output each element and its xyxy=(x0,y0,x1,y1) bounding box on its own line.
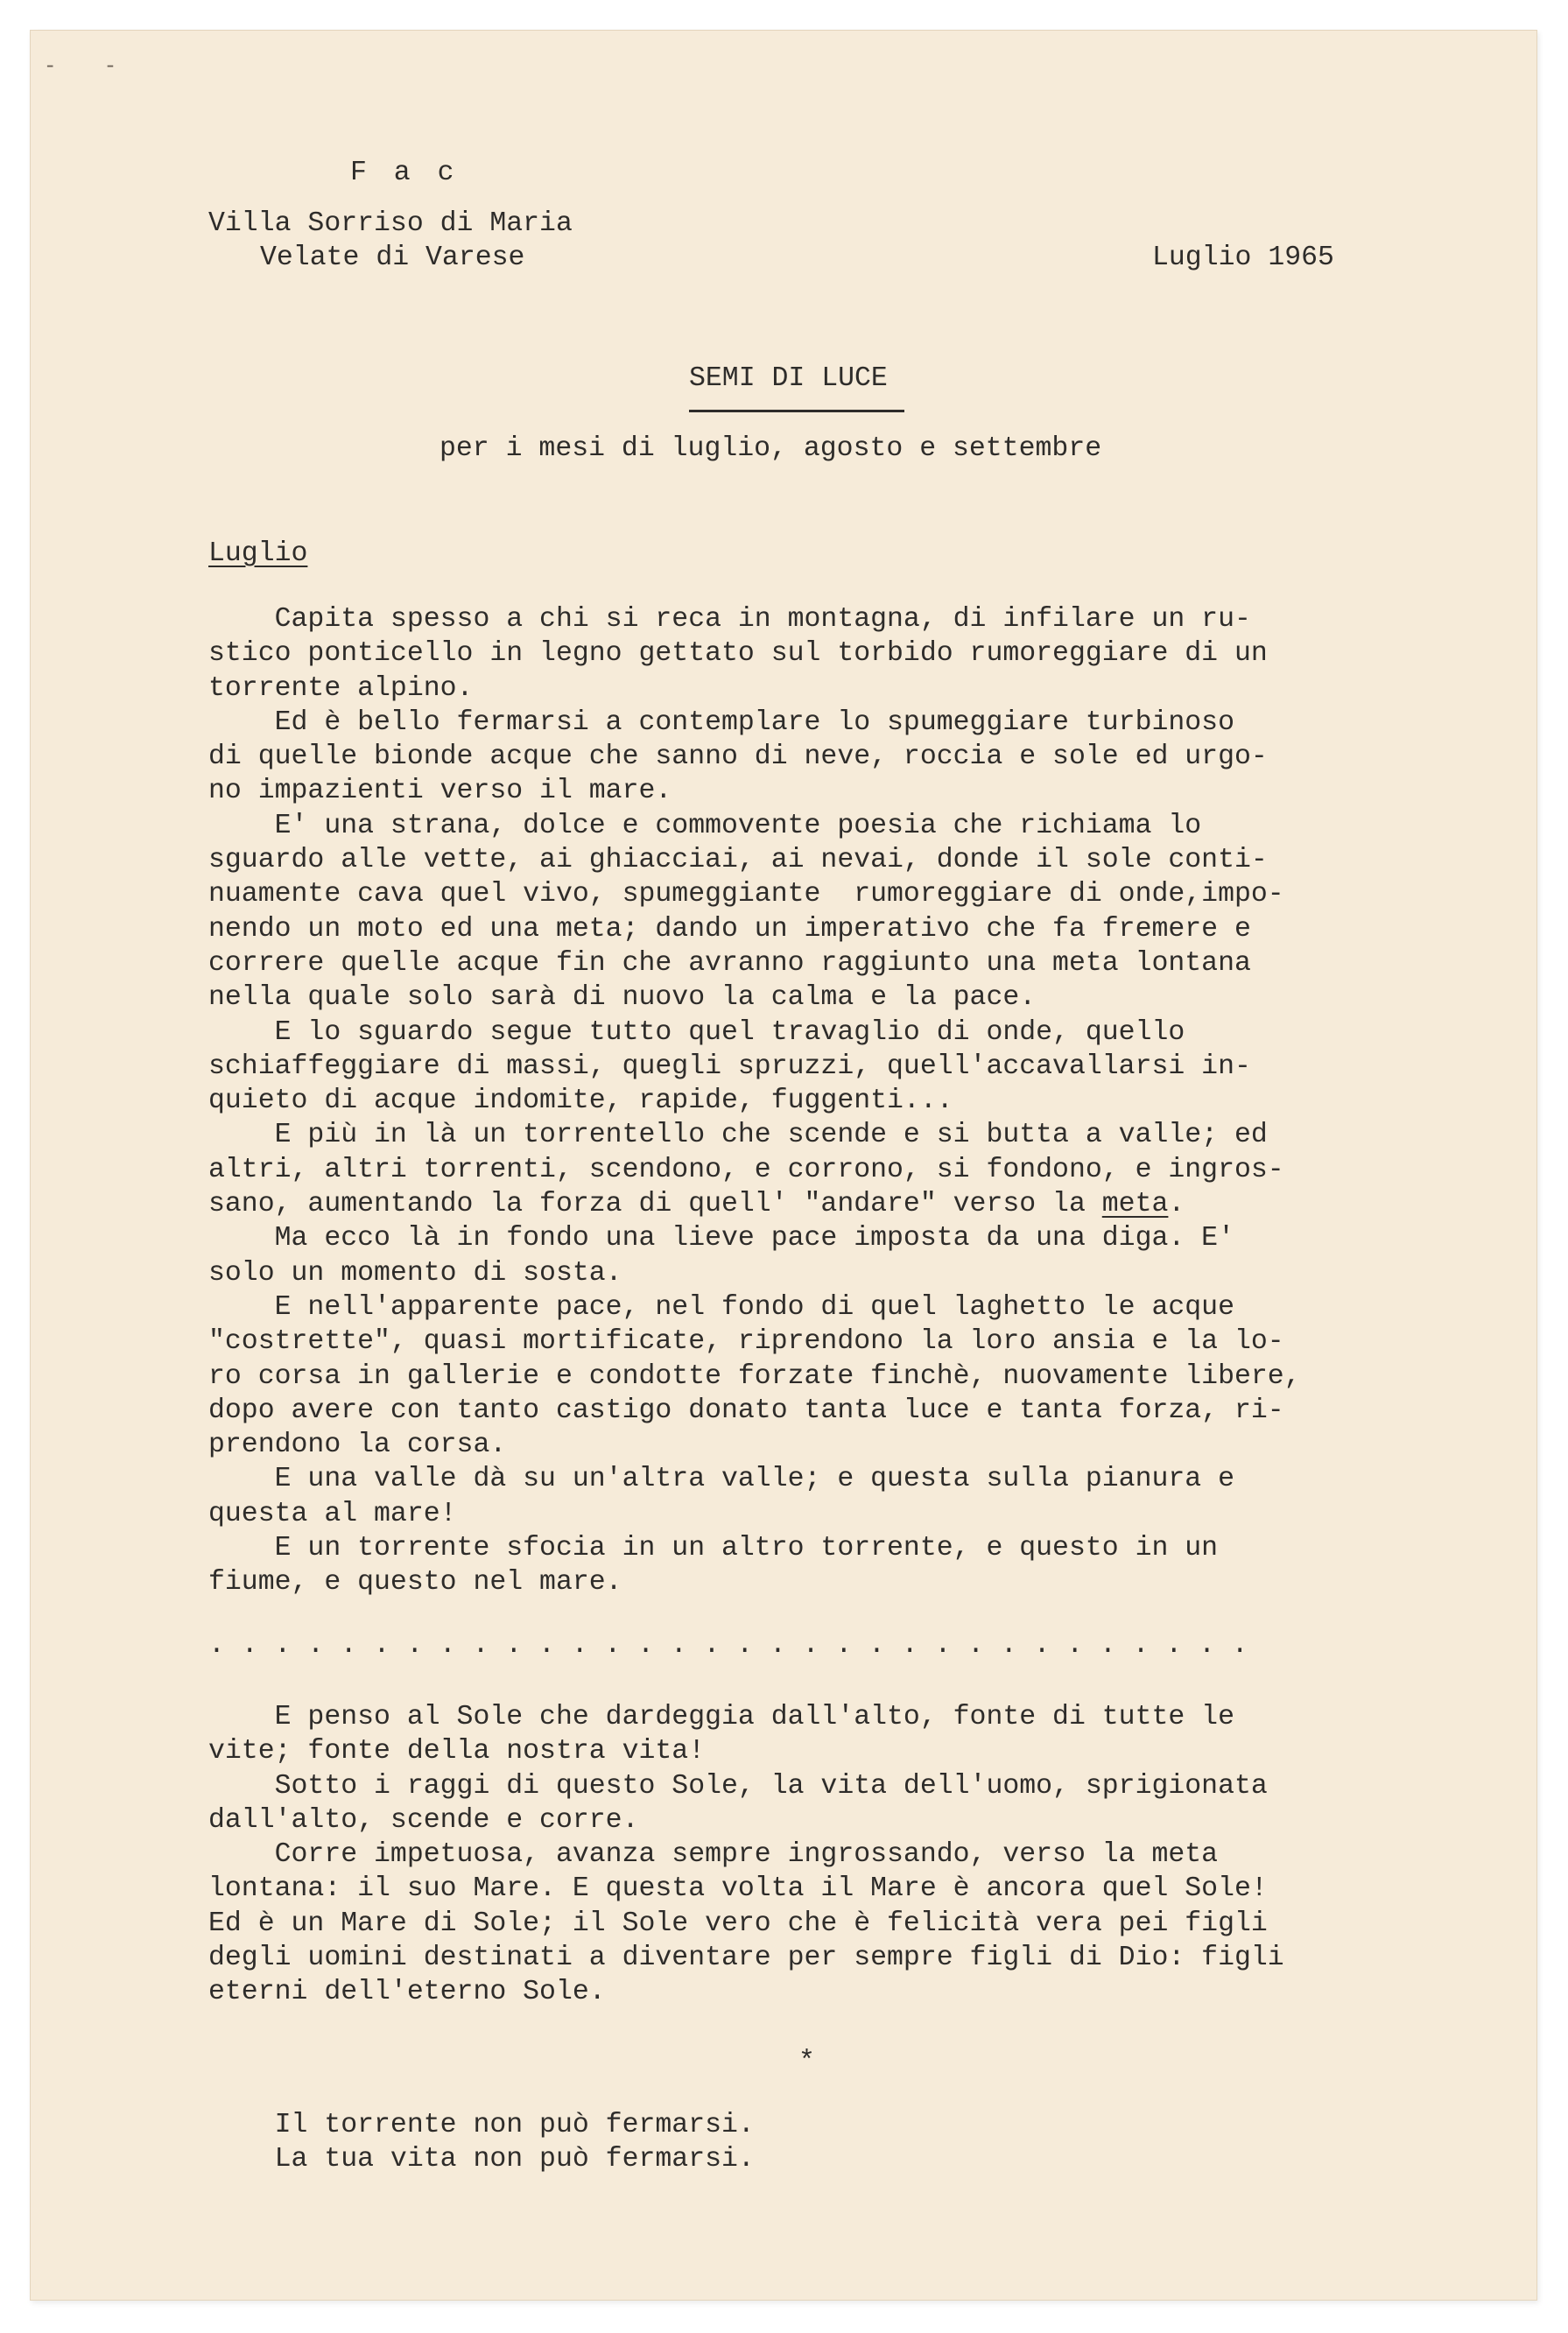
body-line: Ma ecco là in fondo una lieve pace imposta da una diga. E' xyxy=(208,1223,1234,1254)
body-line: correre quelle acque fin che avranno raggiunto una meta lontana xyxy=(208,947,1251,979)
body-line: E un torrente sfocia in un altro torrente, e questo in un xyxy=(208,1533,1219,1564)
body2-line: degli uomini destinati a diventare per sempre figli di Dio: figli xyxy=(208,1943,1284,1974)
document-date: Luglio 1965 xyxy=(1152,242,1334,273)
body-line: fiume, e questo nel mare. xyxy=(208,1567,622,1599)
body-line: nella quale solo sarà di nuovo la calma e la pace. xyxy=(208,982,1037,1014)
body-line: sguardo alle vette, ai ghiacciai, ai nevai, donde il sole conti- xyxy=(208,845,1268,876)
place-line-2: Velate di Varese xyxy=(260,242,525,273)
document-subtitle: per i mesi di luglio, agosto e settembre xyxy=(439,433,1102,464)
closing-line: La tua vita non può fermarsi. xyxy=(208,2144,755,2175)
body2-line: Ed è un Mare di Sole; il Sole vero che è felicità vera pei figli xyxy=(208,1908,1268,1939)
closing-line: Il torrente non può fermarsi. xyxy=(208,2110,755,2140)
body-line: schiaffeggiare di massi, quegli spruzzi, quell'accavallarsi in- xyxy=(208,1051,1251,1082)
body-line: nendo un moto ed una meta; dando un imperativo che fa fremere e xyxy=(208,913,1251,945)
title-rule xyxy=(689,410,904,412)
body-line: solo un momento di sosta. xyxy=(208,1257,622,1289)
org-initials: F a c xyxy=(350,158,460,188)
body-line: "costrette", quasi mortificate, riprendono la loro ansia e la lo- xyxy=(208,1326,1284,1358)
body-line: Capita spesso a chi si reca in montagna, di infilare un ru- xyxy=(208,604,1251,635)
body-line: Ed è bello fermarsi a contemplare lo spumeggiare turbinoso xyxy=(208,706,1234,738)
place-line-1: Villa Sorriso di Maria xyxy=(208,208,573,239)
body2-line: eterni dell'eterno Sole. xyxy=(208,1977,606,2008)
document-title: SEMI DI LUCE xyxy=(689,363,888,394)
body2-line: Sotto i raggi di questo Sole, la vita dell'uomo, sprigionata xyxy=(208,1770,1268,1802)
body2-line: dall'alto, scende e corre. xyxy=(208,1804,639,1836)
body-line: no impazienti verso il mare. xyxy=(208,776,672,807)
body-line: nuamente cava quel vivo, spumeggiante rumoreggiare di onde,impo- xyxy=(208,879,1284,910)
body-text xyxy=(208,602,1390,1600)
body2-line: lontana: il suo Mare. E questa volta il Mare è ancora quel Sole! xyxy=(208,1873,1268,1905)
closing-lines xyxy=(208,2108,1390,2177)
body-line: ro corsa in gallerie e condotte forzate finchè, nuovamente libere, xyxy=(208,1360,1301,1392)
body-text-2 xyxy=(208,1700,1390,2010)
body-line: E lo sguardo segue tutto quel travaglio di onde, quello xyxy=(208,1016,1185,1048)
body-line: dopo avere con tanto castigo donato tanta luce e tanta forza, ri- xyxy=(208,1395,1284,1426)
section-heading-luglio: Luglio xyxy=(208,538,308,569)
body-line: questa al mare! xyxy=(208,1498,457,1529)
dotted-separator: ................................ xyxy=(208,1630,1265,1661)
body2-line: E penso al Sole che dardeggia dall'alto, fonte di tutte le xyxy=(208,1702,1234,1732)
body-line: torrente alpino. xyxy=(208,672,474,704)
body-line: E nell'apparente pace, nel fondo di quel laghetto le acque xyxy=(208,1291,1234,1323)
asterisk-separator: * xyxy=(798,2047,815,2077)
underlined-word: meta xyxy=(1101,1189,1169,1220)
body-line: E più in là un torrentello che scende e si butta a valle; ed xyxy=(208,1120,1268,1151)
body-line: sano, aumentando la forza di quell' "andare" verso la meta. xyxy=(208,1189,1185,1220)
body2-line: Corre impetuosa, avanza sempre ingrossando, verso la meta xyxy=(208,1839,1219,1871)
body-line: prendono la corsa. xyxy=(208,1430,507,1461)
body-line: stico ponticello in legno gettato sul torbido rumoreggiare di un xyxy=(208,638,1268,670)
body-line: E' una strana, dolce e commovente poesia che richiama lo xyxy=(208,810,1202,841)
body-line: E una valle dà su un'altra valle; e questa sulla pianura e xyxy=(208,1464,1234,1495)
body-line: di quelle bionde acque che sanno di neve, roccia e sole ed urgo- xyxy=(208,741,1268,773)
body-line: quieto di acque indomite, rapide, fuggenti... xyxy=(208,1086,953,1117)
corner-marks: - - xyxy=(44,55,135,79)
body2-line: vite; fonte della nostra vita! xyxy=(208,1736,706,1767)
body-line: altri, altri torrenti, scendono, e corrono, si fondono, e ingros- xyxy=(208,1154,1284,1185)
